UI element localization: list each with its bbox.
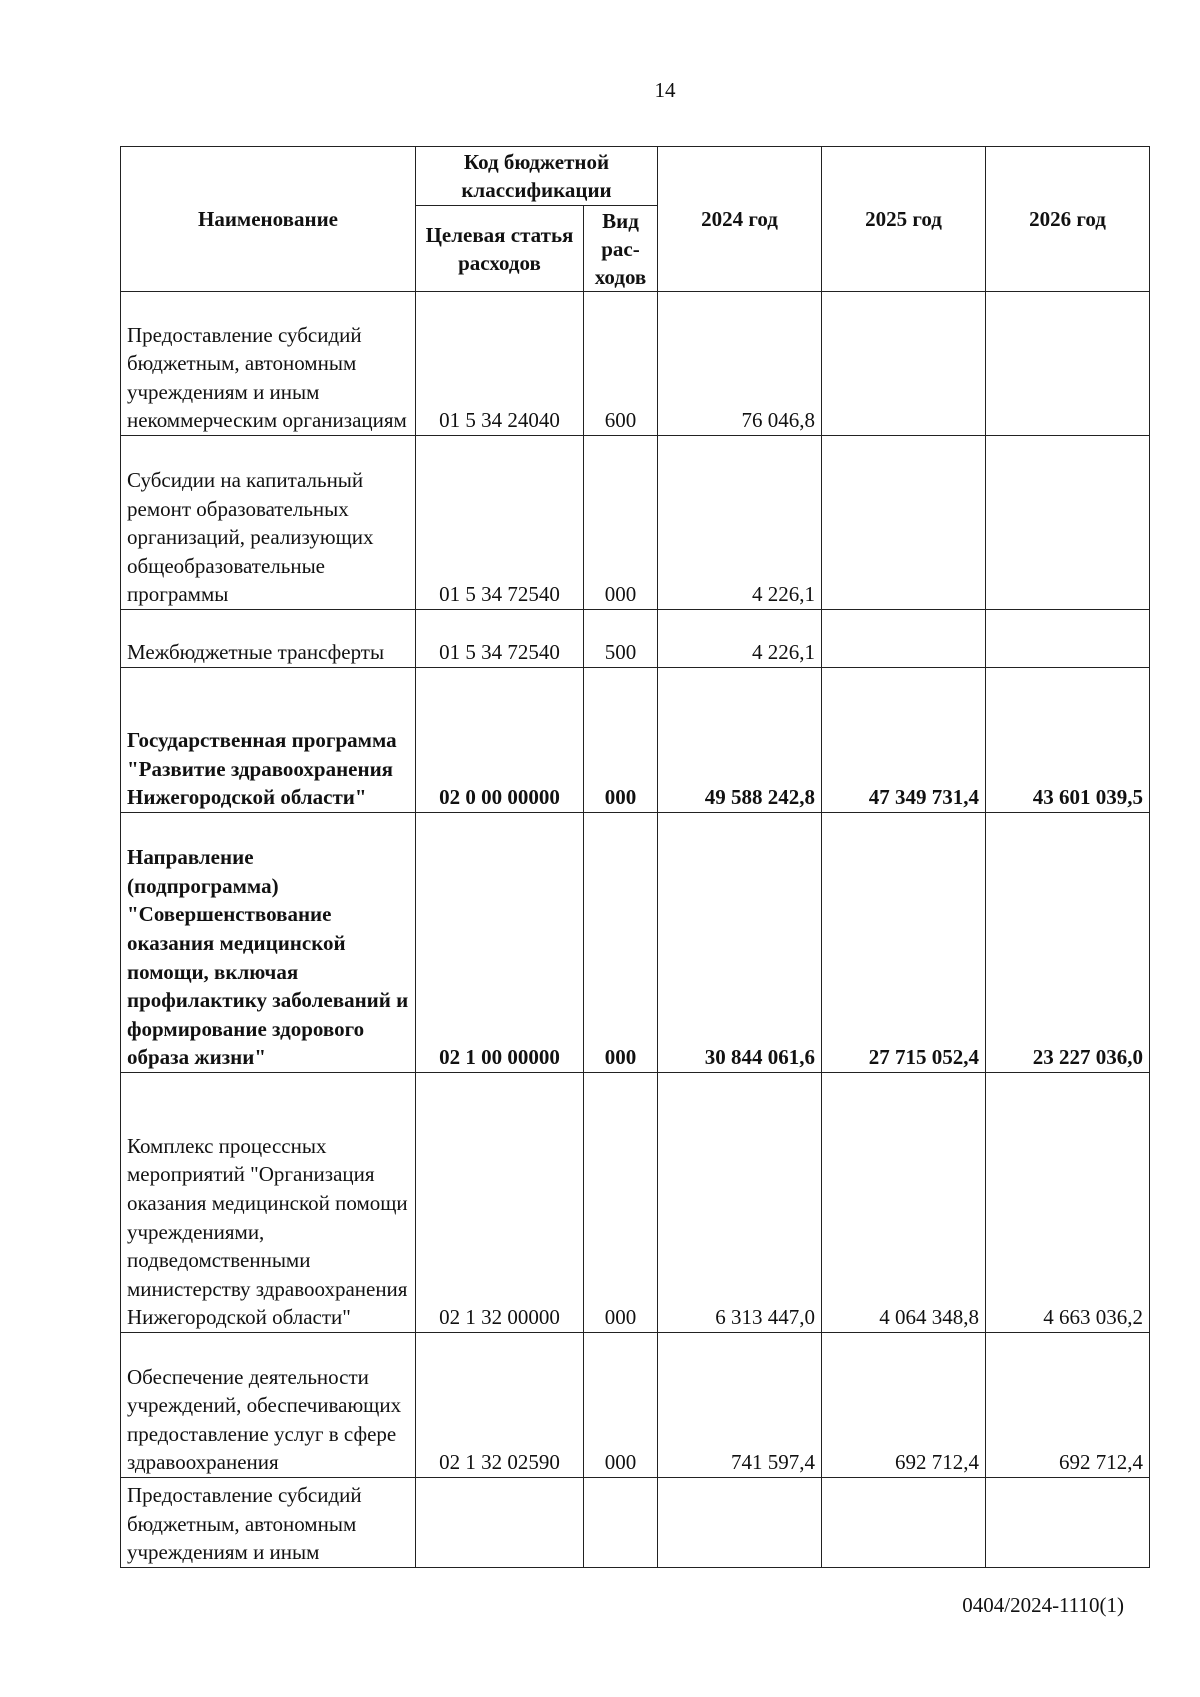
row-amount-2024: 4 226,1 [658,610,822,668]
row-target-article: 01 5 34 72540 [416,436,584,610]
page-number: 14 [654,78,676,102]
row-name: Субсидии на капитальный ремонт образовательных организаций, реализующих общеобразовательные программы [121,436,416,610]
row-amount-2026: 43 601 039,5 [986,668,1150,813]
row-amount-2025: 27 715 052,4 [822,813,986,1073]
row-name: Предоставление субсидий бюджетным, автономным учреждениям и иным [121,1478,416,1568]
header-target-article: Целевая статья расходов [416,206,584,292]
header-expense-kind: Вид рас-ходов [584,206,658,292]
row-expense-kind: 000 [584,668,658,813]
row-name: Межбюджетные трансферты [121,610,416,668]
row-target-article: 02 1 00 00000 [416,813,584,1073]
row-amount-2026 [986,610,1150,668]
row-target-article: 02 0 00 00000 [416,668,584,813]
row-amount-2024: 6 313 447,0 [658,1073,822,1333]
row-name: Предоставление субсидий бюджетным, автономным учреждениям и иным некоммерческим организациям [121,292,416,436]
table-row [121,1333,1150,1478]
row-amount-2026: 4 663 036,2 [986,1073,1150,1333]
row-amount-2025: 4 064 348,8 [822,1073,986,1333]
header-classification: Код бюджетной классификации [416,147,658,206]
row-name: Обеспечение деятельности учреждений, обеспечивающих предоставление услуг в сфере здравоохранения [121,1333,416,1478]
table-row [121,1478,1150,1568]
row-amount-2025 [822,436,986,610]
table-row [121,1073,1150,1333]
row-amount-2024: 76 046,8 [658,292,822,436]
row-amount-2025: 47 349 731,4 [822,668,986,813]
table-row [121,292,1150,436]
row-amount-2026 [986,292,1150,436]
row-expense-kind: 000 [584,1333,658,1478]
row-target-article: 01 5 34 24040 [416,292,584,436]
row-expense-kind: 000 [584,813,658,1073]
row-amount-2024: 4 226,1 [658,436,822,610]
row-amount-2024: 49 588 242,8 [658,668,822,813]
table-row [121,668,1150,813]
row-amount-2024: 30 844 061,6 [658,813,822,1073]
row-amount-2024: 741 597,4 [658,1333,822,1478]
row-amount-2026: 23 227 036,0 [986,813,1150,1073]
row-name: Комплекс процессных мероприятий "Организация оказания медицинской помощи учреждениями, подведомственными министерству здравоохранения Нижегородской области" [121,1073,416,1333]
row-name: Государственная программа "Развитие здравоохранения Нижегородской области" [121,668,416,813]
row-amount-2025 [822,610,986,668]
table-body [121,292,1150,1568]
row-expense-kind: 500 [584,610,658,668]
row-amount-2025 [822,292,986,436]
row-amount-2025: 692 712,4 [822,1333,986,1478]
row-target-article: 02 1 32 00000 [416,1073,584,1333]
header-2024: 2024 год [658,147,822,292]
row-amount-2024 [658,1478,822,1568]
row-amount-2026: 692 712,4 [986,1333,1150,1478]
header-2025: 2025 год [822,147,986,292]
row-expense-kind: 000 [584,436,658,610]
header-name: Наименование [121,147,416,292]
table-row [121,436,1150,610]
row-expense-kind [584,1478,658,1568]
row-amount-2025 [822,1478,986,1568]
row-name: Направление (подпрограмма) "Совершенствование оказания медицинской помощи, включая профилактику заболеваний и формирование здорового образа жизни" [121,813,416,1073]
row-expense-kind: 600 [584,292,658,436]
table-row [121,813,1150,1073]
row-target-article: 02 1 32 02590 [416,1333,584,1478]
row-target-article: 01 5 34 72540 [416,610,584,668]
budget-table [120,146,1150,1568]
row-expense-kind: 000 [584,1073,658,1333]
row-amount-2026 [986,1478,1150,1568]
table-row [121,610,1150,668]
row-target-article [416,1478,584,1568]
header-2026: 2026 год [986,147,1150,292]
document-code: 0404/2024-1110(1) [962,1593,1124,1617]
row-amount-2026 [986,436,1150,610]
